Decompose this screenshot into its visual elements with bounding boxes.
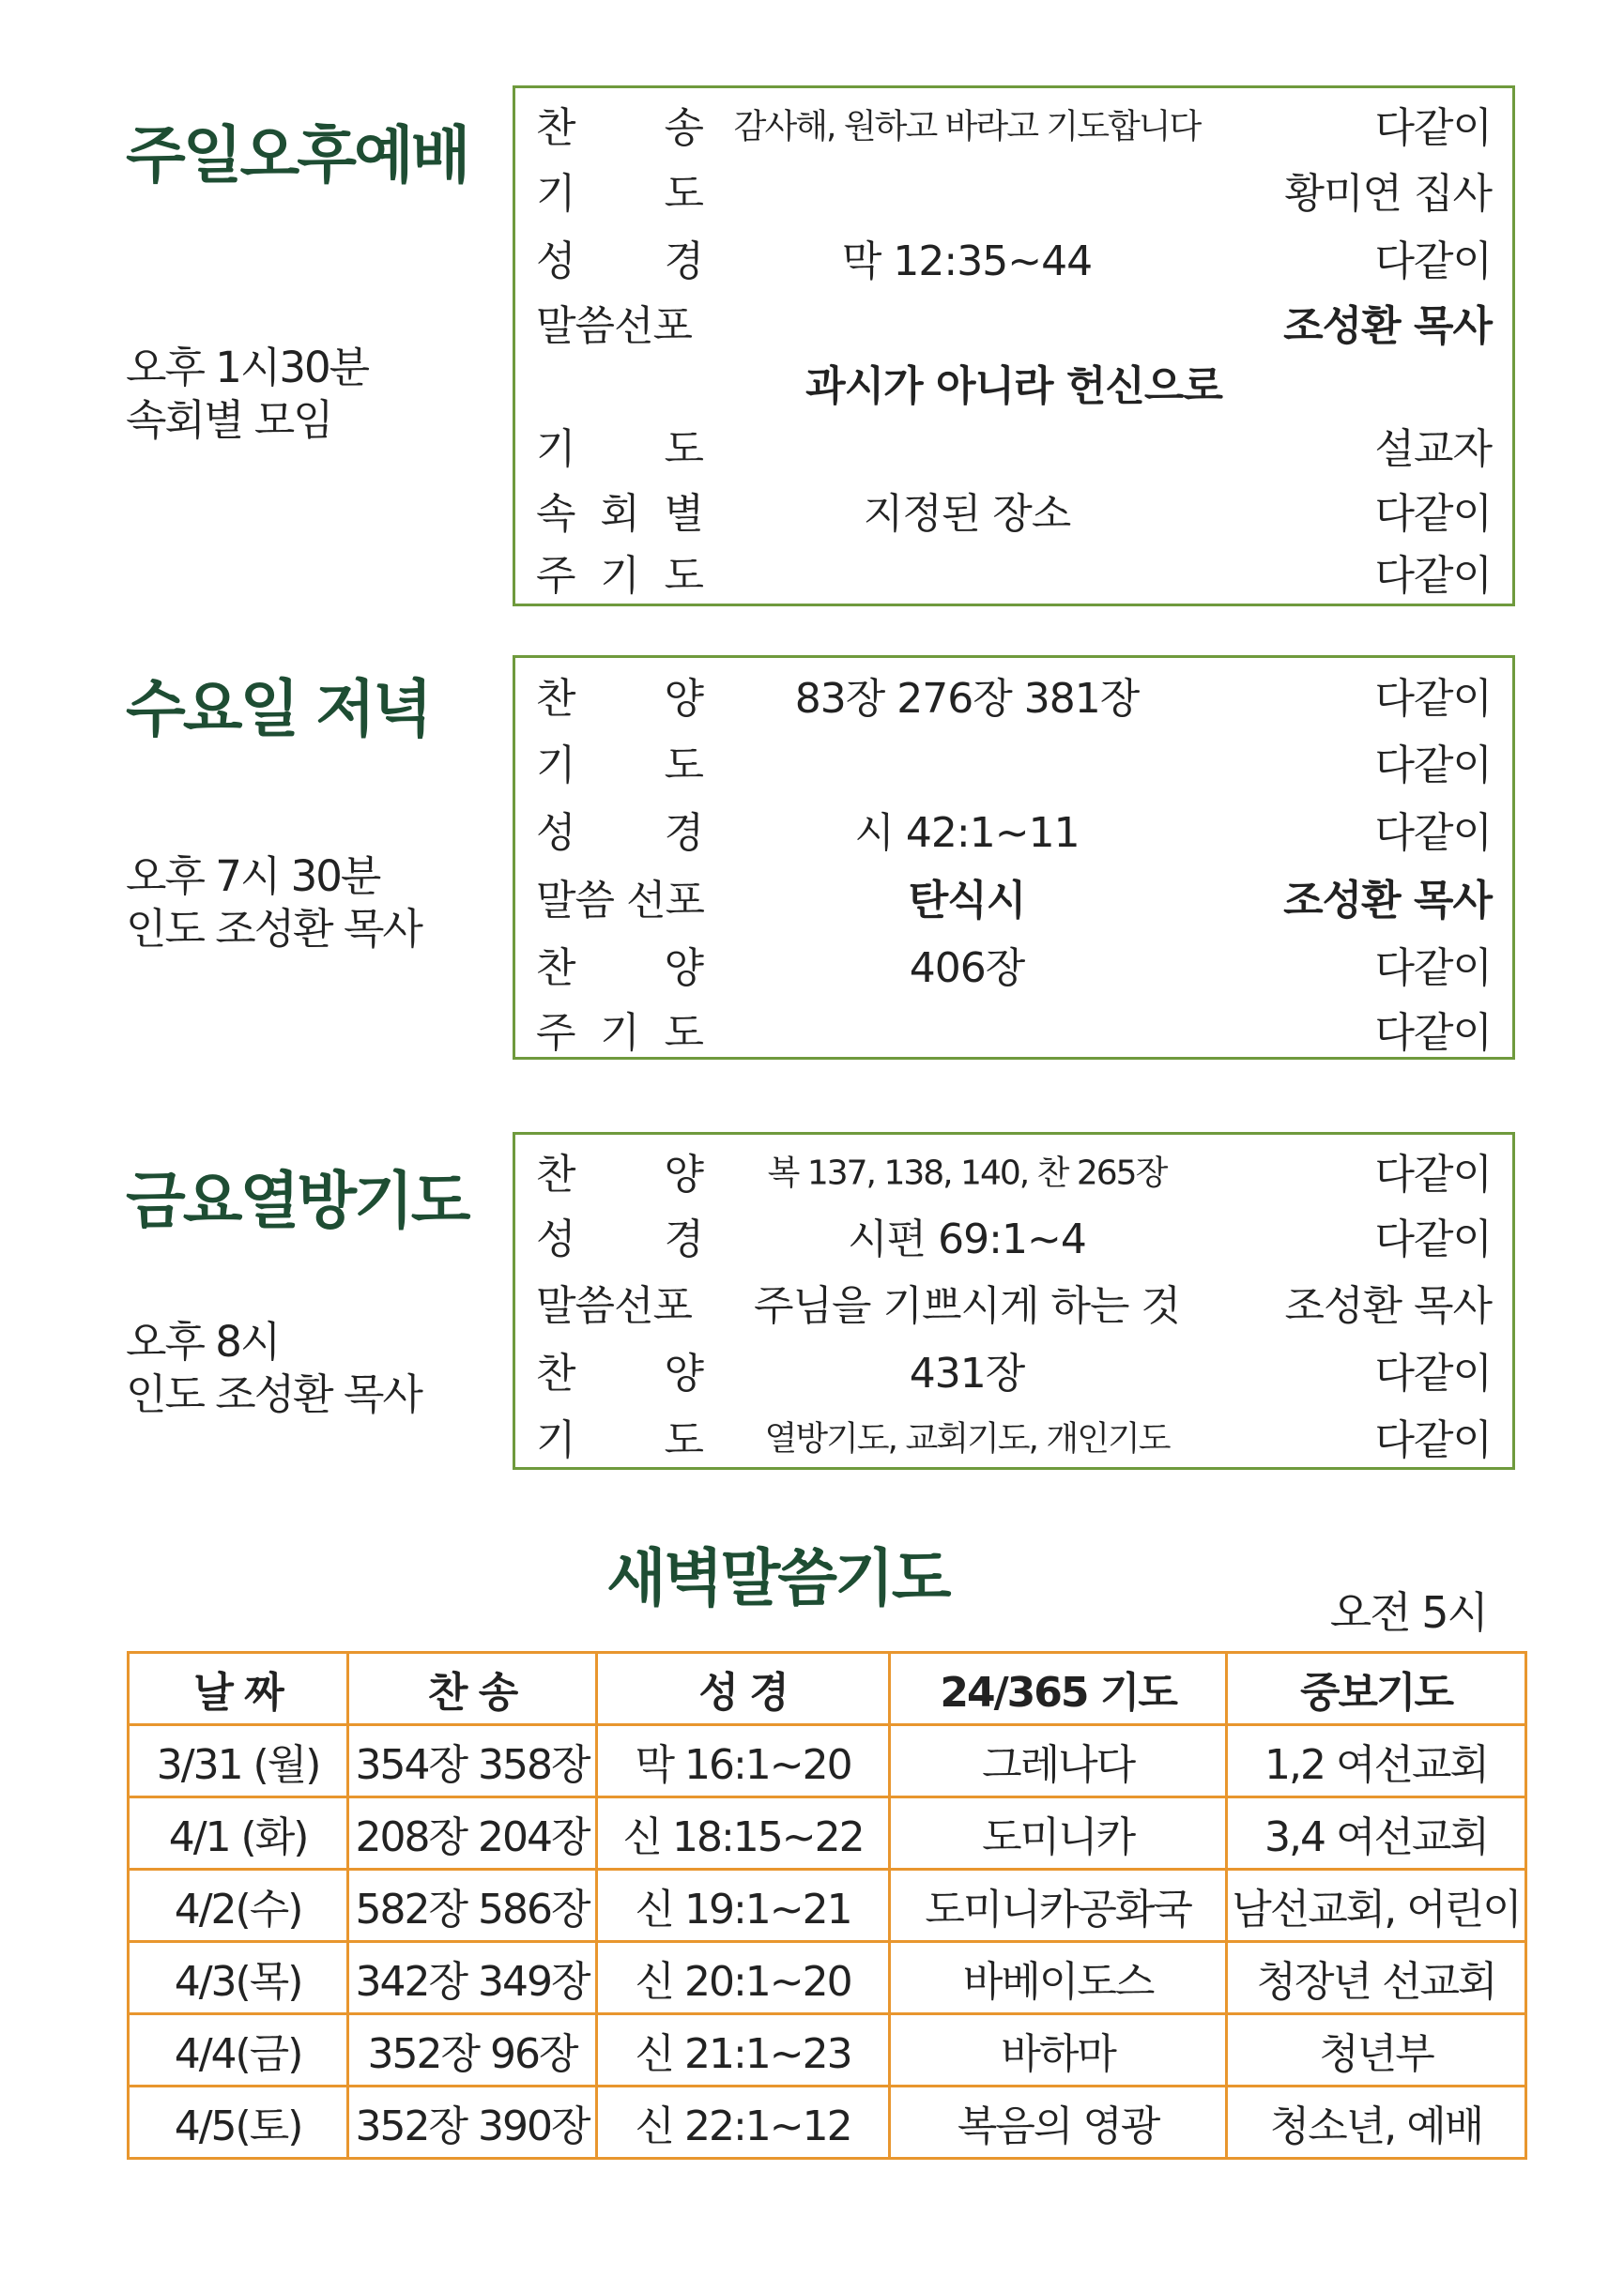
header-date: 날 짜	[129, 1653, 348, 1725]
dawn-title: 새벽말씀기도	[606, 1542, 949, 1614]
header-intercession: 중보기도	[1227, 1653, 1526, 1725]
service-row	[515, 1202, 1512, 1268]
cell-scripture: 신 20:1~20	[596, 1942, 889, 2014]
cell-intercession: 청소년, 예배	[1227, 2087, 1526, 2159]
row-label-part: 찬	[536, 675, 575, 723]
row-content: 복 137, 138, 140, 찬 265장	[767, 1154, 1167, 1193]
row-label	[536, 160, 703, 220]
row-label-part: 성	[536, 237, 575, 285]
cell-prayer-country: 바베이도스	[890, 1942, 1227, 2014]
row-label	[536, 999, 703, 1059]
row-label	[536, 415, 703, 475]
cell-prayer-country: 도미니카	[890, 1797, 1227, 1870]
sunday-note-place: 속회별 모임	[126, 395, 332, 445]
cell-intercession: 청장년 선교회	[1227, 1942, 1526, 2014]
row-label-part: 기	[536, 170, 575, 218]
cell-hymn: 582장 586장	[348, 1870, 597, 1942]
row-content: 막 12:35~44	[841, 237, 1093, 285]
row-leader: 조성환 목사	[1283, 877, 1492, 925]
sunday-note	[126, 342, 368, 447]
service-row	[515, 998, 1512, 1060]
row-leader: 다같이	[1374, 552, 1492, 600]
cell-prayer-country: 복음의 영광	[890, 2087, 1227, 2159]
wednesday-title: 수요일 저녁	[126, 673, 430, 745]
row-content: 탄식시	[908, 877, 1026, 925]
cell-intercession: 남선교회, 어린이	[1227, 1870, 1526, 1942]
row-label-part: 찬	[536, 1350, 575, 1398]
row-label-part: 기	[600, 552, 639, 600]
row-label-part: 도	[664, 552, 703, 600]
table-row	[129, 1725, 1526, 1797]
row-leader: 다같이	[1374, 1215, 1492, 1263]
row-leader: 다같이	[1374, 675, 1492, 723]
row-label-part: 도	[664, 170, 703, 218]
cell-hymn: 354장 358장	[348, 1725, 597, 1797]
friday-note-leader: 인도 조성환 목사	[126, 1369, 421, 1419]
dawn-time: 오전 5시	[1329, 1587, 1487, 1638]
service-row	[515, 1403, 1512, 1469]
service-row	[515, 411, 1512, 479]
friday-note-time: 오후 8시	[126, 1317, 280, 1367]
row-content: 431장	[909, 1350, 1025, 1398]
row-label-part: 속	[536, 490, 575, 538]
row-label-part: 기	[600, 1009, 639, 1057]
service-row	[515, 727, 1512, 795]
row-label-part: 찬	[536, 944, 575, 992]
row-label-part: 경	[664, 237, 703, 285]
row-label-part: 기	[536, 425, 575, 473]
row-content: 시 42:1~11	[854, 809, 1080, 857]
row-label-part: 말씀선포	[536, 1282, 693, 1330]
row-leader: 황미연 집사	[1284, 170, 1492, 218]
cell-date: 4/3(목)	[129, 1942, 348, 2014]
table-row	[129, 1942, 1526, 2014]
row-label-part: 별	[664, 490, 703, 538]
row-leader: 다같이	[1374, 1350, 1492, 1398]
service-row	[515, 223, 1512, 291]
dawn-schedule-table	[127, 1651, 1527, 2160]
row-label-part: 회	[600, 490, 639, 538]
row-label-part: 양	[664, 1350, 703, 1398]
service-row	[515, 541, 1512, 603]
row-leader: 다같이	[1374, 1151, 1492, 1199]
service-row	[515, 930, 1512, 998]
row-leader: 조성환 목사	[1284, 1282, 1492, 1330]
row-leader: 다같이	[1374, 104, 1492, 152]
service-row	[515, 662, 1512, 727]
cell-intercession: 1,2 여선교회	[1227, 1725, 1526, 1797]
row-label-part: 도	[664, 1416, 703, 1464]
service-row	[515, 795, 1512, 863]
row-leader: 조성환 목사	[1283, 302, 1492, 350]
cell-hymn: 342장 349장	[348, 1942, 597, 2014]
cell-intercession: 청년부	[1227, 2014, 1526, 2087]
cell-scripture: 신 18:15~22	[596, 1797, 889, 1870]
service-row	[515, 92, 1512, 156]
row-leader: 설교자	[1374, 425, 1492, 473]
service-row	[515, 863, 1512, 930]
row-label-part: 기	[536, 741, 575, 789]
header-hymn: 찬 송	[348, 1653, 597, 1725]
service-row	[515, 353, 1512, 411]
table-row	[129, 1870, 1526, 1942]
row-label-part: 성	[536, 1215, 575, 1263]
header-prayer-24-365: 24/365 기도	[890, 1653, 1227, 1725]
friday-note	[126, 1316, 421, 1421]
cell-scripture: 신 21:1~23	[596, 2014, 889, 2087]
cell-date: 3/31 (월)	[129, 1725, 348, 1797]
service-row	[515, 1139, 1512, 1202]
friday-title: 금요열방기도	[126, 1165, 468, 1237]
wednesday-order-box	[513, 655, 1515, 1060]
row-label-part: 찬	[536, 1151, 575, 1199]
dawn-table-body	[129, 1725, 1526, 2159]
sunday-title: 주일오후예배	[126, 119, 468, 191]
dawn-header-row	[129, 1653, 1526, 1725]
row-label	[536, 292, 703, 352]
wednesday-note-time: 오후 7시 30분	[126, 851, 380, 901]
cell-scripture: 막 16:1~20	[596, 1725, 889, 1797]
row-label-part: 도	[664, 425, 703, 473]
wednesday-note-leader: 인도 조성환 목사	[126, 904, 421, 954]
row-leader: 다같이	[1374, 237, 1492, 285]
row-label-part: 말씀선포	[536, 302, 693, 350]
row-label-part: 양	[664, 944, 703, 992]
sermon-title: 과시가 아니라 헌신으로	[805, 362, 1222, 410]
row-label-part: 경	[664, 1215, 703, 1263]
cell-date: 4/4(금)	[129, 2014, 348, 2087]
table-row	[129, 1797, 1526, 1870]
row-label-part: 주	[536, 1009, 575, 1057]
service-row	[515, 291, 1512, 353]
row-label-part: 양	[664, 675, 703, 723]
wednesday-note	[126, 850, 421, 956]
sunday-note-time: 오후 1시30분	[126, 343, 369, 392]
cell-prayer-country: 도미니카공화국	[890, 1870, 1227, 1942]
cell-prayer-country: 그레나다	[890, 1725, 1227, 1797]
cell-intercession: 3,4 여선교회	[1227, 1797, 1526, 1870]
row-label	[536, 542, 703, 602]
table-row	[129, 2087, 1526, 2159]
row-label-part: 양	[664, 1151, 703, 1199]
cell-scripture: 신 22:1~12	[596, 2087, 889, 2159]
row-content: 감사해, 원하고 바라고 기도합니다	[733, 107, 1201, 146]
cell-hymn: 352장 96장	[348, 2014, 597, 2087]
service-row	[515, 479, 1512, 541]
row-leader: 다같이	[1374, 809, 1492, 857]
row-leader: 다같이	[1374, 1009, 1492, 1057]
row-content: 열방기도, 교회기도, 개인기도	[764, 1419, 1170, 1459]
cell-date: 4/1 (화)	[129, 1797, 348, 1870]
row-content: 83장 276장 381장	[794, 675, 1140, 723]
row-label-part: 도	[664, 1009, 703, 1057]
row-leader: 다같이	[1374, 1416, 1492, 1464]
cell-scripture: 신 19:1~21	[596, 1870, 889, 1942]
header-scripture: 성 경	[596, 1653, 889, 1725]
row-label-part: 주	[536, 552, 575, 600]
service-row	[515, 1268, 1512, 1336]
row-content: 지정된 장소	[863, 490, 1071, 538]
row-label-part: 찬	[536, 104, 575, 152]
row-leader: 다같이	[1374, 490, 1492, 538]
service-row	[515, 156, 1512, 223]
row-content: 406장	[909, 944, 1025, 992]
cell-prayer-country: 바하마	[890, 2014, 1227, 2087]
row-label-part: 도	[664, 741, 703, 789]
service-row	[515, 1336, 1512, 1403]
row-label-part: 경	[664, 809, 703, 857]
row-label	[536, 731, 703, 791]
sunday-order-box	[513, 85, 1515, 606]
row-leader: 다같이	[1374, 944, 1492, 992]
friday-order-box	[513, 1132, 1515, 1470]
row-content: 시편 69:1~4	[848, 1215, 1086, 1263]
row-leader: 다같이	[1374, 741, 1492, 789]
cell-date: 4/5(토)	[129, 2087, 348, 2159]
row-label-part: 성	[536, 809, 575, 857]
row-label-part: 송	[664, 104, 703, 152]
row-content: 주님을 기쁘시게 하는 것	[754, 1282, 1180, 1330]
cell-hymn: 352장 390장	[348, 2087, 597, 2159]
row-label-part: 기	[536, 1416, 575, 1464]
cell-hymn: 208장 204장	[348, 1797, 597, 1870]
cell-date: 4/2(수)	[129, 1870, 348, 1942]
table-row	[129, 2014, 1526, 2087]
row-label-part: 말씀 선포	[536, 877, 705, 925]
